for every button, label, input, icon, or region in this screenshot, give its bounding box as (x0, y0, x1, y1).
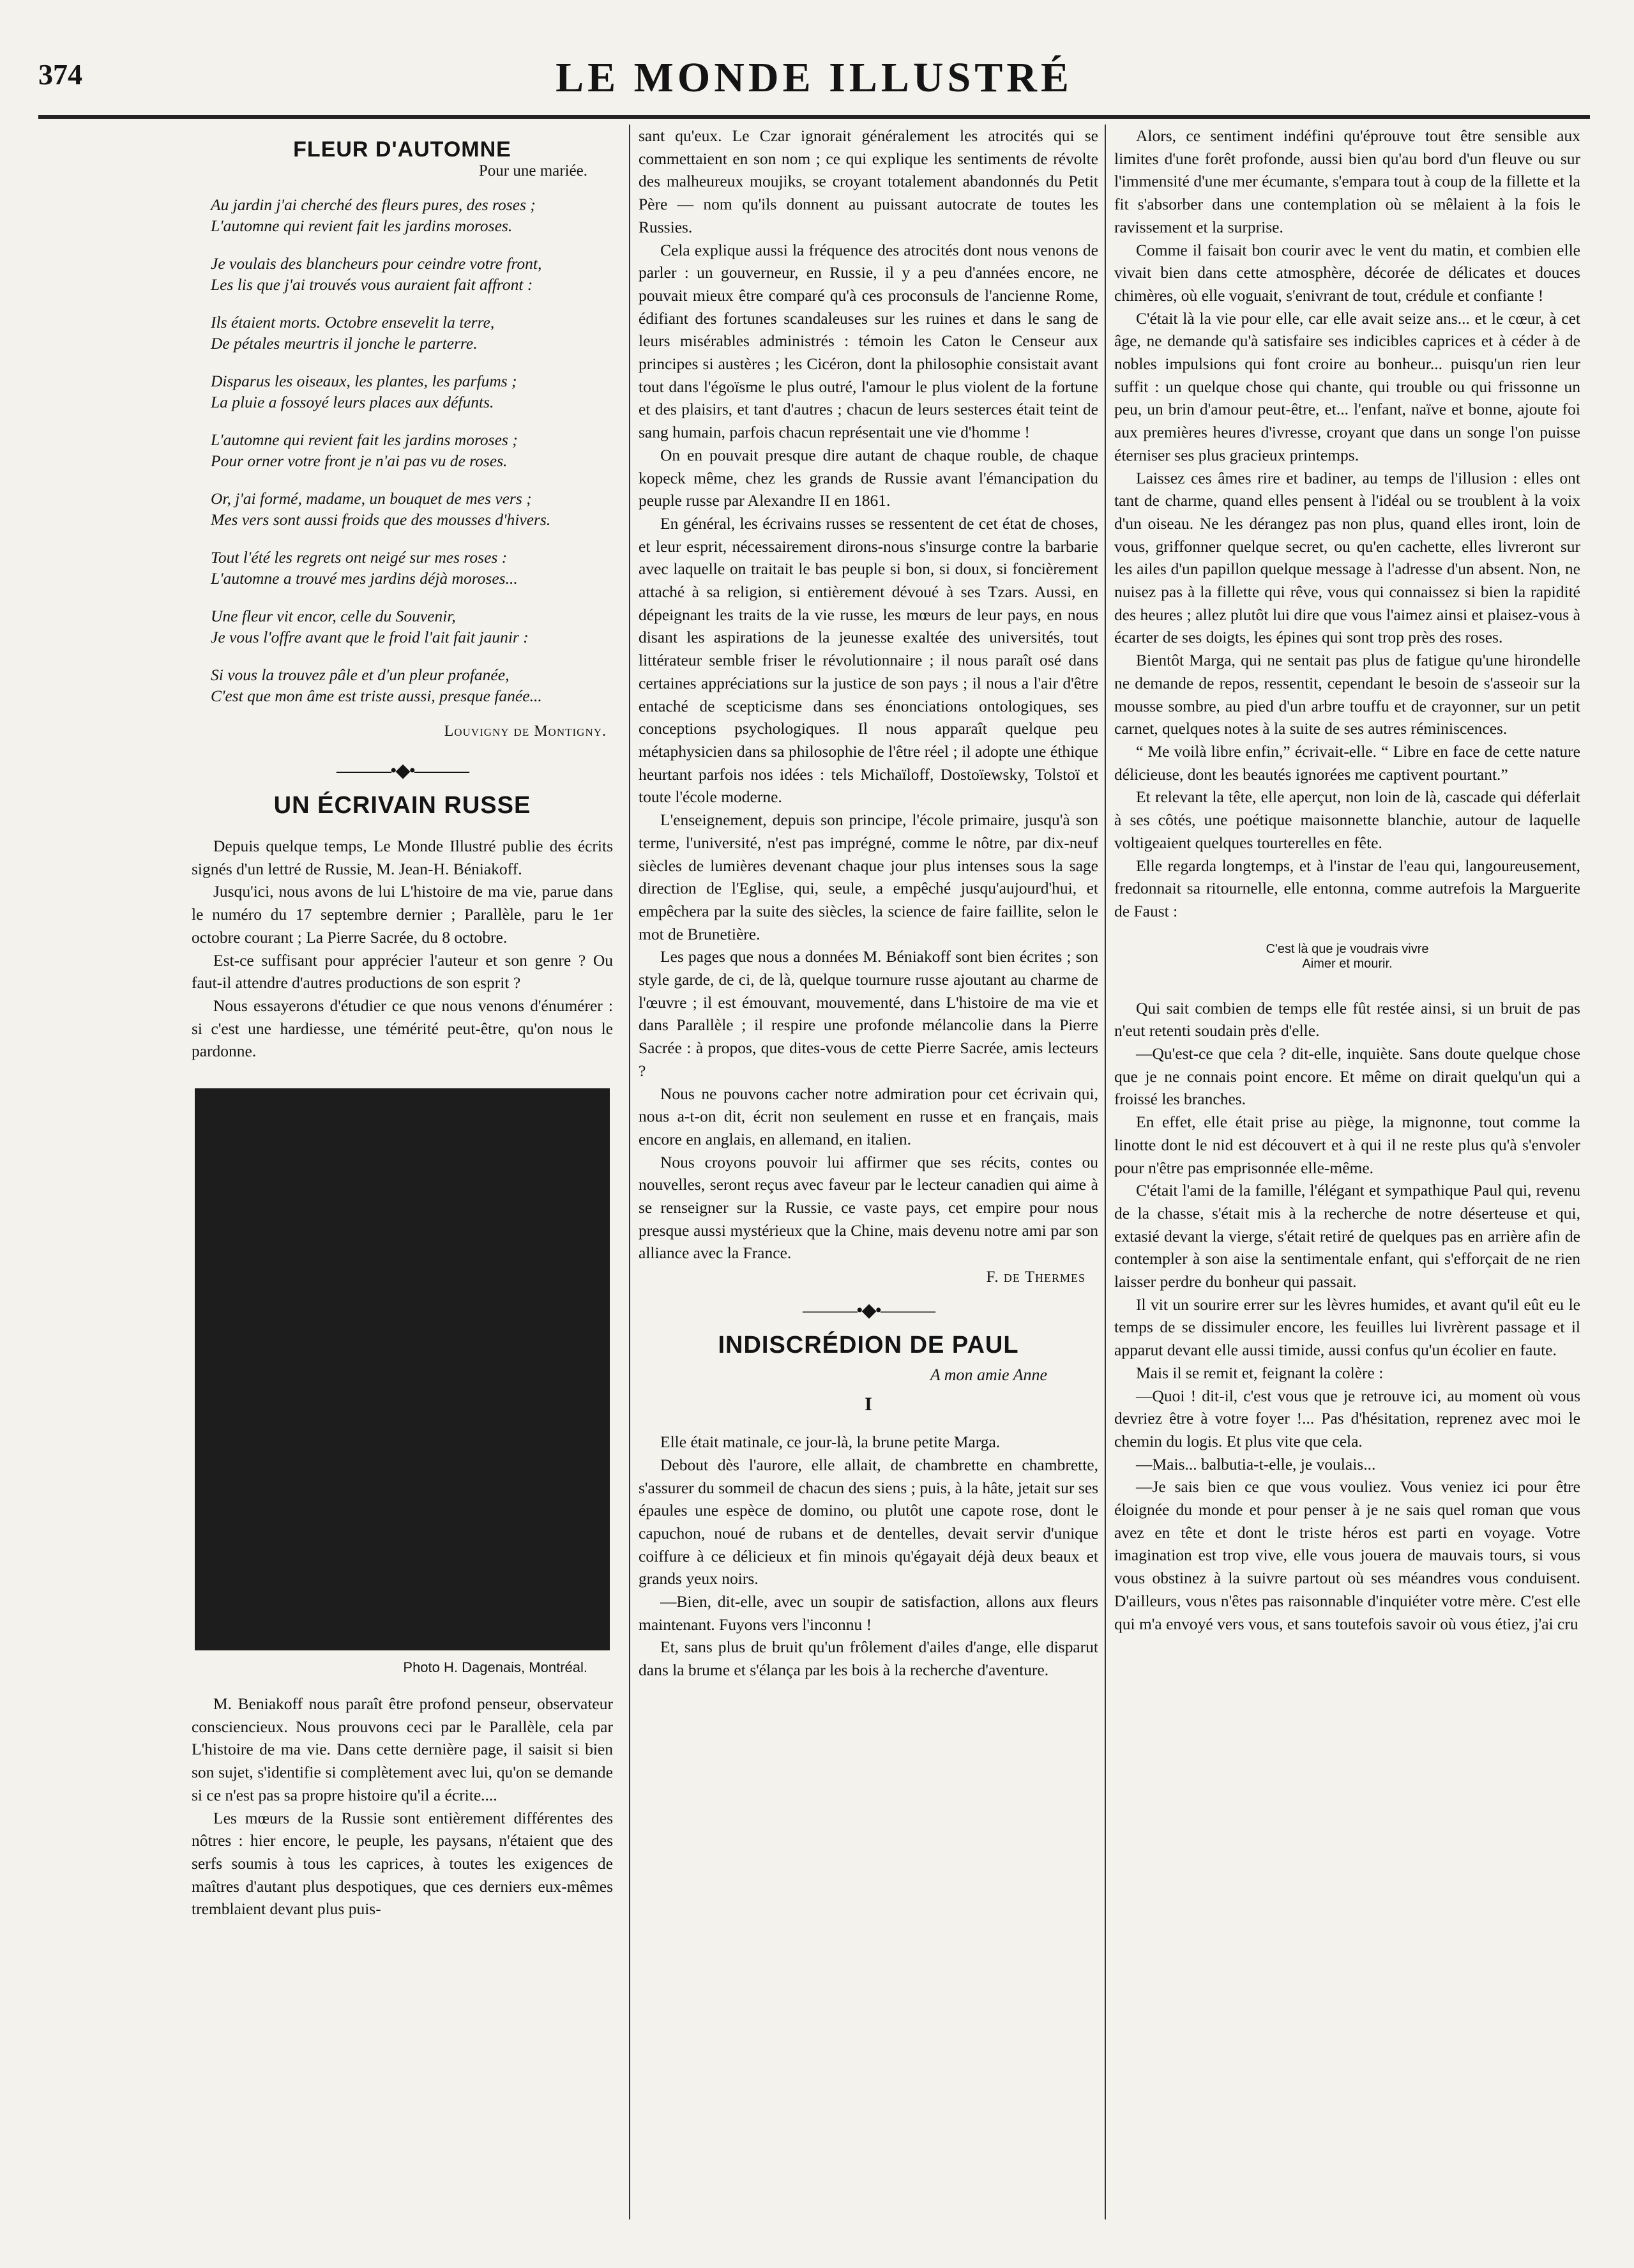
paragraph: Est-ce suffisant pour apprécier l'auteur et son genre ? Ou faut-il attendre d'autres productions de son esprit ? (192, 950, 613, 993)
poem-dedication: Pour une mariée. (478, 162, 587, 179)
paragraph: M. Beniakoff nous paraît être profond penseur, observateur consciencieux. Nous prouvons ceci par le Parallèle, cela par L'histoire de ma vie. Dans cette dernière page, il saisit si bien son sujet, s'identifie si complètement avec lui, qu'on se demande si ce n'est pas sa propre histoire qu'il a écrite.... (192, 1694, 613, 1804)
paragraph: En effet, elle était prise au piège, la mignonne, tout comme la linotte dont le nid est découvert et à qui il ne reste plus qu'à s'envoler pour n'être pas emprisonnée elle-même. (1114, 1113, 1580, 1177)
ornament-divider: ———•◆•——— (802, 1300, 935, 1321)
paragraph: Jusqu'ici, nous avons de lui L'histoire de ma vie, parue dans le numéro du 17 septembre dernier ; Parallèle, paru le 1er octobre courant ; La Pierre Sacrée, du 8 octobre. (192, 882, 613, 947)
paragraph: Comme il faisait bon courir avec le vent du matin, et combien elle vivait bien dans cette atmosphère, décorée de délicates et douces chimères, où elle voguait, s'enivrant de tout, crédule et confiante ! (1114, 240, 1580, 305)
poem-verse: Au jardin j'ai cherché des fleurs pures, des roses ; (211, 195, 536, 214)
poem-stanza (211, 429, 613, 471)
story-body (639, 1431, 1098, 1682)
song-line: C'est là que je voudrais vivre (1266, 941, 1429, 956)
poem-verse: La pluie a fossoyé leurs places aux défunts. (211, 393, 494, 411)
article-title: UN ÉCRIVAIN RUSSE (273, 792, 531, 819)
poem-verse: Tout l'été les regrets ont neigé sur mes roses : (211, 548, 508, 567)
poem-stanza (211, 547, 613, 589)
poem-verse: Je vous l'offre avant que le froid l'ait fait jaunir : (211, 628, 529, 646)
author-photo (195, 1088, 610, 1650)
song-line: Aimer et mourir. (1302, 956, 1393, 971)
paragraph: “ Me voilà libre enfin,” écrivait-elle. “ Libre en face de cette nature délicieuse, dont les beautés ignorées me captivent pourtant.” (1114, 742, 1580, 784)
paragraph: Debout dès l'aurore, elle allait, de chambrette en chambrette, s'assurer du sommeil de chacun des siens ; puis, à la hâte, jetait sur ses épaules une espèce de domino, ou plutôt une capote rose, dont le capuchon, noué de rubans et de dentelles, devait servir d'unique coiffure à ce délicieux et fin minois qu'égayait déjà deux beaux et grands yeux noirs. (639, 1455, 1098, 1588)
paragraph: Les mœurs de la Russie sont entièrement différentes des nôtres : hier encore, le peuple, les paysans, n'étaient que des serfs soumis à tous les caprices, à toutes les exigences de maîtres d'autant plus despotiques, que ces derniers eux-mêmes tremblaient devant plus puis- (192, 1808, 613, 1919)
paragraph: Et, sans plus de bruit qu'un frôlement d'ailes d'ange, elle disparut dans la brume et s'élança par les bois à la recherche d'aventure. (639, 1638, 1098, 1680)
paragraph: Elle était matinale, ce jour-là, la brune petite Marga. (660, 1433, 1001, 1452)
poem-verse: Une fleur vit encor, celle du Souvenir, (211, 607, 456, 625)
poem-stanza (211, 488, 613, 530)
article-body (192, 835, 613, 1063)
paragraph: L'enseignement, depuis son principe, l'école primaire, jusqu'à son terme, l'université, n'est pas imprégné, comme le nôtre, par dix-neuf siècles de lumières devenant chaque jour plus intenses sous la sage direction de l'Eglise, qui, seule, a empêché jusqu'aujourd'hui, et empêchera par la suite des siècles, la science de faire faillite, selon le mot de Brunetière. (639, 811, 1098, 943)
paragraph: Et relevant la tête, elle aperçut, non loin de là, cascade qui déferlait à ses côtés, une poétique maisonnette blanchie, autour de laquelle voltigeaient quelques tourterelles en fête. (1114, 788, 1580, 852)
paragraph: —Qu'est-ce que cela ? dit-elle, inquiète. Sans doute quelque chose que je ne connais point encore. Et même on dirait quelqu'un qui a froissé les branches. (1114, 1044, 1580, 1109)
photo-caption: Photo H. Dagenais, Montréal. (403, 1659, 587, 1676)
paragraph: Mais il se remit et, feignant la colère : (1136, 1363, 1384, 1382)
paragraph: On en pouvait presque dire autant de chaque rouble, de chaque kopeck même, chez les grands de Russie avant l'émancipation du peuple russe par Alexandre II en 1861. (639, 445, 1098, 510)
paragraph: Elle regarda longtemps, et à l'instar de l'eau qui, langoureusement, fredonnait sa ritournelle, elle entonna, comme autrefois la Marguerite de Faust : (1114, 856, 1580, 920)
ornament-divider: ———•◆•——— (336, 760, 469, 781)
poem-verse: L'automne qui revient fait les jardins moroses. (211, 217, 513, 235)
journal-title: LE MONDE ILLUSTRÉ (556, 54, 1073, 101)
paragraph: —Je sais bien ce que vous vouliez. Vous veniez ici pour être éloignée du monde et pour penser à je ne sais quel roman que vous avez en tête et dont le triste héros est parti en voyage. Votre imagination est trop vive, elle vous jouera de mauvais tours, si vous vous obstinez à la suivre partout où ses méandres vous conduisent. D'ailleurs, vous n'êtes pas raisonnable d'inquiéter votre mère. C'est elle qui m'a envoyé vers vous, et sans toutefois savoir où vous étiez, j'ai cru (1114, 1477, 1580, 1633)
column-rule (629, 125, 630, 2219)
paragraph: —Bien, dit-elle, avec un soupir de satisfaction, allons aux fleurs maintenant. Fuyons vers l'inconnu ! (639, 1592, 1098, 1634)
poem-stanza (211, 605, 613, 648)
column-2 (639, 125, 1098, 2232)
page-number: 374 (38, 58, 82, 91)
paragraph: Cela explique aussi la fréquence des atrocités dont nous venons de parler : un gouverneur, en Russie, il y a peu d'années encore, ne pouvait mieux être comparé qu'à ces proconsuls de l'ancienne Rome, édifiant des fortunes scandaleuses sur les ruines et dans le sang de leurs misérables administrés : témoin les Caton le Censeur aux principes si austères ; les Cicéron, dont la philosophie consistait avant tout dans l'égoïsme le plus outré, l'amour le plus violent de la fortune et des plaisirs, et tant d'autres ; chacun de leurs sesterces était teint de sang humain, parfois chacun représentait une vie d'homme ! (639, 240, 1098, 442)
poem-stanza (211, 312, 613, 354)
paragraph: C'était l'ami de la famille, l'élégant et sympathique Paul qui, revenu de la chasse, s'était mis à la recherche de notre déserteuse et qui, extasié devant la vierge, s'était retiré de quelques pas en arrière afin de contempler à son aise la sentimentale enfant, qui s'efforçait de ne rien laisser perdre du bonheur qui passait. (1114, 1181, 1580, 1291)
story-dedication: A mon amie Anne (930, 1366, 1047, 1385)
poem-verse: Ils étaient morts. Octobre ensevelit la terre, (211, 313, 495, 331)
paragraph: C'était là la vie pour elle, car elle avait seize ans... et le cœur, à cet âge, ne demande qu'à satisfaire ses indicibles caprices et à céder à de nobles impulsions qui font croire au bonheur... puisqu'un rien leur suffit : un quelque chose qui chante, qui trouble ou qui frissonne un peu, un brin d'amour peut-être, et... l'enfant, naïve et bonne, ajoute foi aux premières heures d'ivresse, croyant que dans un songe l'on puisse éterniser ses plus gracieux printemps. (1114, 308, 1580, 464)
poem-verse: De pétales meurtris il jonche le parterre. (211, 334, 478, 353)
paragraph: —Quoi ! dit-il, c'est vous que je retrouve ici, au moment où vous devriez être à votre foyer !... Pas d'hésitation, reprenez avec moi le chemin du logis. Et plus vite que cela. (1114, 1386, 1580, 1450)
poem-verse: C'est que mon âme est triste aussi, presque fanée... (211, 687, 542, 705)
poem-verse: Or, j'ai formé, madame, un bouquet de mes vers ; (211, 489, 532, 508)
paragraph: Alors, ce sentiment indéfini qu'éprouve tout être sensible aux limites d'une forêt profonde, aussi bien qu'au bord d'un fleuve ou sur l'immensité d'une mer écumante, s'empara tout à coup de la fillette et la fit s'absorber dans une contemplation où se mêlaient à la fois le ravissement et la surprise. (1114, 126, 1580, 236)
paragraph: Laissez ces âmes rire et badiner, au temps de l'illusion : elles ont tant de charme, quand elles pensent à l'idéal ou se troublent à la voix d'un oiseau. Ne les dérangez pas non plus, quand elles iront, loin de vous, griffonner quelque secret, ou qu'en cachette, elles livreront sur les ailes d'un papillon quelque message à l'adresse d'un absent. Non, ne nuisez pas à la fillette qui rêve, vous qui connaissez si bien la rapidité des heures ; allez plutôt lui dire que vous l'aimez ainsi et plaisez-vous à écarter de ses doigts, les épines qui sont trop près des roses. (1114, 468, 1580, 647)
paragraph: Nous essayerons d'étudier ce que nous venons d'énumérer : si c'est une hardiesse, une témérité peut-être, qu'on nous le pardonne. (192, 996, 613, 1061)
story-body (1114, 997, 1580, 1636)
paragraph: En général, les écrivains russes se ressentent de cet état de choses, et leur esprit, nécessairement dirons-nous s'insurge contre la barbarie avec laquelle on traitait le bas peuple si bon, si doux, si foncièrement attaché à sa religion, si entièrement dévoué à ses Tzars. Aussi, en dépeignant les traits de la vie russe, les mœurs de leur pays, en nous disant les aspirations de la jeunesse exaltée des universités, tout littérateur semble friser le révolutionnaire ; il nous paraît osé dans certaines appréciations sur la justice de son pays ; il nous a l'air d'être entaché de scepticisme dans ses énonciations ontologiques, ses conceptions psychologiques. Il nous apparaît quelque peu métaphysicien dans sa philosophie de l'être réel ; il adopte une éthique heurtant parfois nos idées : tels Michaïloff, Dostoïewsky, Tolstoï et toute l'école moderne. (639, 514, 1098, 807)
poem-verse: Je voulais des blancheurs pour ceindre votre front, (211, 254, 542, 273)
poem-verse: L'automne a trouvé mes jardins déjà moroses... (211, 569, 518, 588)
paragraph: —Mais... balbutia-t-elle, je voulais... (1136, 1454, 1376, 1473)
poem-verse: Mes vers sont aussi froids que des mousses d'hivers. (211, 510, 551, 529)
paragraph: Depuis quelque temps, Le Monde Illustré publie des écrits signés d'un lettré de Russie, M. Jean-H. Béniakoff. (192, 837, 613, 878)
paragraph: Qui sait combien de temps elle fût restée ainsi, si un bruit de pas n'eut retenti soudain près d'elle. (1114, 998, 1580, 1040)
poem-stanza (211, 253, 613, 295)
article-body (192, 1693, 613, 1921)
poem-verse: Disparus les oiseaux, les plantes, les parfums ; (211, 372, 517, 390)
poem-stanza (211, 664, 613, 706)
paragraph: Nous ne pouvons cacher notre admiration pour cet écrivain qui, nous a-t-on dit, écrit non seulement en russe et en français, mais encore en anglais, en allemand, en italien. (639, 1084, 1098, 1148)
poem-verse: L'automne qui revient fait les jardins moroses ; (211, 430, 518, 449)
paragraph: Les pages que nous a données M. Béniakoff sont bien écrites ; son style garde, de ci, de là, quelque tournure russe ajoutant au charme de l'œuvre ; il est émouvant, mouvementé, dans L'histoire de ma vie et dans Parallèle ; il respire une profonde mélancolie dans la Pierre Sacrée : à propos, que dites-vous de cette Pierre Sacrée, amis lecteurs ? (639, 947, 1098, 1080)
paragraph: Il vit un sourire errer sur les lèvres humides, et avant qu'il eût eu le temps de se dissimuler encore, les feuilles lui livrèrent passage et il apparut devant elle aussi timide, aussi confus qu'un écolier en faute. (1114, 1295, 1580, 1360)
column-1 (192, 125, 613, 2232)
story-title: INDISCRÉDION DE PAUL (718, 1332, 1019, 1359)
chapter-number: I (865, 1394, 872, 1415)
poem-verse: Si vous la trouvez pâle et d'un pleur profanée, (211, 666, 510, 684)
poem-verse: Les lis que j'ai trouvés vous auraient fait affront : (211, 275, 533, 294)
column-rule (1105, 125, 1106, 2219)
poem-stanza (211, 194, 613, 236)
paragraph: sant qu'eux. Le Czar ignorait généralement les atrocités qui se commettaient en son nom ; ce qui explique les sentiments de révolte des malheureux moujiks, se croyant totalement abandonnés du Petit Père — nom qu'ils donnent au puissant autocrate de toutes les Russies. (639, 126, 1098, 236)
page-header (38, 32, 1590, 119)
poem-body (192, 194, 613, 706)
column-3 (1114, 125, 1580, 2232)
article-author: F. de Thermes (986, 1268, 1086, 1286)
paragraph: Nous croyons pouvoir lui affirmer que ses récits, contes ou nouvelles, seront reçus avec faveur par le lecteur canadien qui aime à se renseigner sur la Russie, ce vaste pays, cet empire pour nous presque aussi mystérieux que la Chine, mais devenu notre ami par son alliance avec la France. (639, 1152, 1098, 1263)
poem-signature: Louvigny de Montigny. (444, 723, 607, 740)
article-body (639, 125, 1098, 1265)
poem-verse: Pour orner votre front je n'ai pas vu de roses. (211, 452, 508, 470)
poem-stanza (211, 370, 613, 413)
story-body (1114, 125, 1580, 923)
paragraph: Bientôt Marga, qui ne sentait pas plus de fatigue qu'une hirondelle ne demande de repos, ressentit, cependant le besoin de s'asseoir sur la mousse sombre, au pied d'un arbre touffu et de crayonner, sur un petit carnet, quelques notes à la suite de ses autres réminiscences. (1114, 651, 1580, 738)
poem-title: FLEUR D'AUTOMNE (293, 137, 511, 162)
song-quote (1114, 942, 1580, 971)
